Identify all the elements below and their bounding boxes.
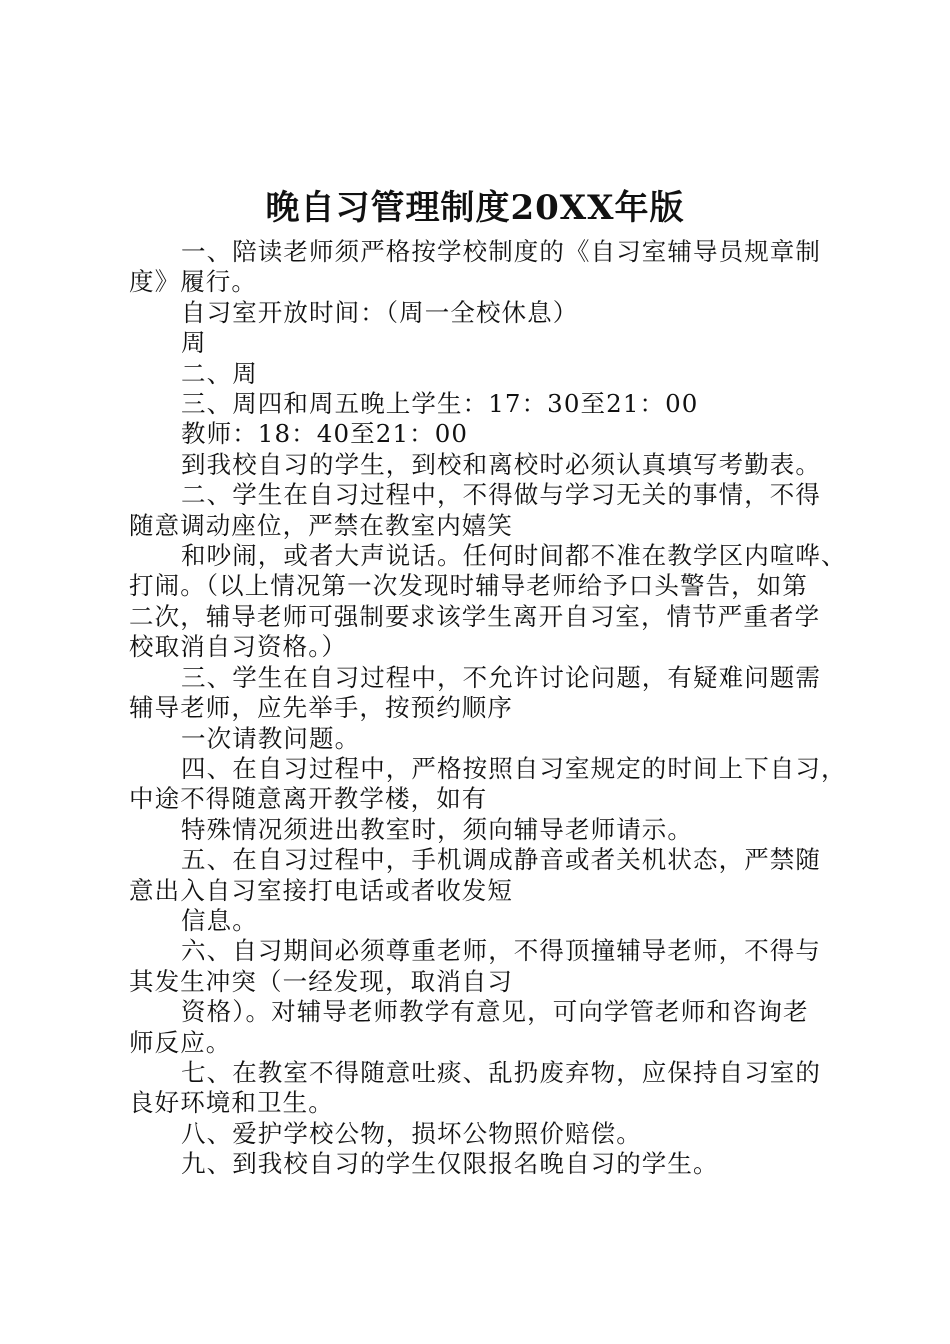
document-line: 一、陪读老师须严格按学校制度的《自习室辅导员规章制 — [181, 237, 821, 266]
document-line: 其发生冲突（一经发现，取消自习 — [129, 966, 513, 996]
document-line: 二次，辅导老师可强制要求该学生离开自习室，情节严重者学 — [129, 601, 821, 631]
document-line: 教师：18：40至21：00 — [181, 419, 469, 449]
document-line: 随意调动座位，严禁在教室内嬉笑 — [129, 510, 513, 540]
document-line: 打闹。（以上情况第一次发现时辅导老师给予口头警告，如第 — [129, 571, 808, 601]
document-line: 三、学生在自习过程中，不允许讨论问题，有疑难问题需 — [181, 662, 821, 692]
document-line: 信息。 — [181, 905, 258, 935]
document-line: 六、自习期间必须尊重老师，不得顶撞辅导老师，不得与 — [181, 936, 821, 966]
document-line: 到我校自习的学生，到校和离校时必须认真填写考勤表。 — [181, 449, 821, 479]
document-body — [129, 237, 847, 1180]
document-line: 二、学生在自习过程中，不得做与学习无关的事情，不得 — [181, 480, 821, 510]
document-line: 周 — [181, 328, 207, 358]
document-line: 特殊情况须进出教室时，须向辅导老师请示。 — [181, 814, 693, 844]
document-line: 和吵闹，或者大声说话。任何时间都不准在教学区内喧哗、 — [181, 541, 847, 571]
document-line: 四、在自习过程中，严格按照自习室规定的时间上下自习， — [181, 753, 847, 783]
document-line: 五、在自习过程中，手机调成静音或者关机状态，严禁随 — [181, 845, 821, 875]
document-line: 辅导老师，应先举手，按预约顺序 — [129, 693, 513, 723]
document-line: 八、爱护学校公物，损坏公物照价赔偿。 — [181, 1118, 642, 1148]
document-line: 师反应。 — [129, 1027, 232, 1057]
document-line: 资格）。对辅导老师教学有意见，可向学管老师和咨询老 — [181, 997, 809, 1027]
document-title: 晚自习管理制度20XX年版 — [265, 188, 685, 228]
document-line: 三、周四和周五晚上学生：17：30至21：00 — [181, 389, 699, 419]
document-line: 中途不得随意离开教学楼，如有 — [129, 784, 488, 814]
document-line: 意出入自习室接打电话或者收发短 — [129, 875, 513, 905]
document-line: 校取消自习资格。） — [129, 632, 348, 662]
document-line: 良好环境和卫生。 — [129, 1088, 334, 1118]
document-line: 一次请教问题。 — [181, 723, 361, 753]
document-line: 度》履行。 — [129, 267, 257, 297]
document-line: 二、周 — [181, 358, 258, 388]
document-line: 七、在教室不得随意吐痰、乱扔废弃物，应保持自习室的 — [181, 1057, 821, 1087]
document-line: 九、到我校自习的学生仅限报名晚自习的学生。 — [181, 1149, 719, 1179]
document-line: 自习室开放时间：（周一全校休息） — [181, 297, 579, 327]
